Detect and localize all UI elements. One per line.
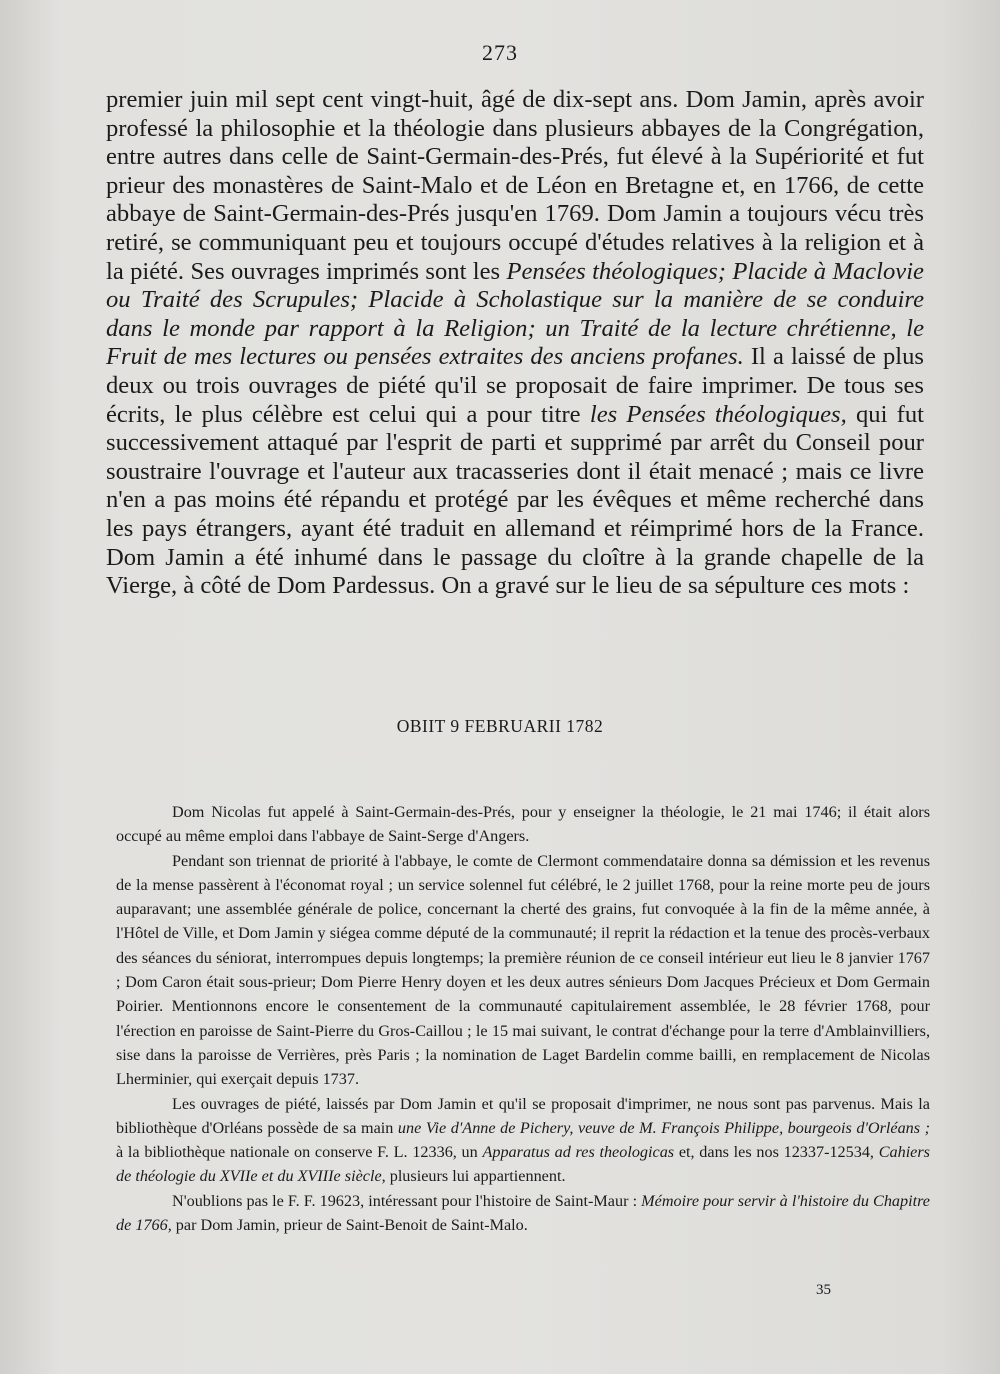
book-titles-italic: Pensées théologiques; Placide à Maclovie ou Traité des Scrupules; Placide à Scholastique sur la manière de se conduire dans le monde par rapport à la Religion; un Traité de la lecture chrétienne, le Fruit de mes lectures ou pensées extraites des anciens profanes. (106, 257, 924, 371)
footnote-text: et, dans les nos 12337-12534, (674, 1143, 879, 1162)
footnote-italic: Cahiers de théologie du XVIIe et du XVIIIe siècle, (116, 1143, 930, 1186)
footnote-text: N'oublions pas le F. F. 19623, intéressant pour l'histoire de Saint-Maur : (172, 1191, 642, 1210)
epitaph-inscription: OBIIT 9 FEBRUARII 1782 (396, 716, 604, 736)
footnote-text: par Dom Jamin, prieur de Saint-Benoit de Saint-Malo. (171, 1216, 528, 1235)
footnote-text: à la bibliothèque nationale on conserve F. L. 12336, un (116, 1143, 483, 1162)
footnote-paragraph: Pendant son triennat de priorité à l'abbaye, le comte de Clermont commendataire donna sa démission et les revenus de la mense passèrent à l'économat royal ; un service solennel fut célébré, le 2 juillet 1768, pour la reine morte peu de jours auparavant; une assemblée générale de police, concernant la cherté des grains, fut convoquée à la fin de la même année, à l'Hôtel de Ville, et Dom Jamin y siégea comme député de la communauté; il reprit la rédaction et la tenue des procès-verbaux des séances du séniorat, interrompues depuis longtemps; la première réunion de ce conseil intérieur eut lieu le 8 janvier 1767 ; Dom Caron était sous-prieur; Dom Pierre Henry doyen et les deux autres sénieurs Dom Jacques Précieux et Dom Germain Poirier. Mentionnons encore le consentement de la communauté capitulairement assemblée, le 28 février 1768, pour l'érection en paroisse de Saint-Pierre du Gros-Caillou ; le 15 mai suivant, le contrat d'échange pour la terre d'Amblainvilliers, sise dans la paroisse de Verrières, près Paris ; la nomination de Laget Bardelin comme bailli, en remplacement de Nicolas Lherminier, qui exerçait depuis 1737. (116, 851, 930, 1089)
main-text-segment: qui fut successivement attaqué par l'esprit de parti et supprimé par arrêt du Conseil pour soustraire l'ouvrage et l'auteur aux tracasseries dont il était menacé ; mais ce livre n'en a pas moins été répandu et protégé par les évêques et même recherché dans les pays étrangers, ayant été traduit en allemand et réimprimé hors de la France. Dom Jamin a été inhumé dans le passage du cloître à la grande chapelle de la Vierge, à côté de Dom Pardessus. On a gravé sur le lieu de sa sépulture ces mots : (106, 400, 924, 600)
footnote-paragraph (116, 1189, 930, 1238)
footnote-italic: Mémoire pour servir à l'histoire du Chapitre de 1766, (116, 1191, 930, 1235)
main-text-segment: premier juin mil sept cent vingt-huit, âgé de dix-sept ans. Dom Jamin, après avoir professé la philosophie et la théologie dans plusieurs abbayes de la Congrégation, entre autres dans celle de Saint-Germain-des-Prés, fut élevé à la Supériorité et fut prieur des monastères de Saint-Malo et de Léon en Bretagne et, en 1766, de cette abbaye de Saint-Germain-des-Prés jusqu'en 1769. Dom Jamin a toujours vécu très retiré, se communiquant peu et toujours occupé d'études relatives à la religion et à la piété. Ses ouvrages imprimés sont les (106, 86, 924, 285)
signature-mark: 35 (816, 1282, 831, 1298)
footnote-paragraph: Dom Nicolas fut appelé à Saint-Germain-des-Prés, pour y enseigner la théologie, le 21 mai 1746; il était alors occupé au même emploi dans l'abbaye de Saint-Serge d'Angers. (116, 803, 930, 846)
footnote-paragraph (116, 1092, 930, 1189)
main-paragraph (106, 86, 924, 601)
main-text (106, 86, 924, 601)
footnote-text: plusieurs lui appartiennent. (385, 1167, 566, 1186)
page-number: 273 (482, 40, 518, 65)
footnote-text: Les ouvrages de piété, laissés par Dom Jamin et qu'il se proposait d'imprimer, ne nous sont pas parvenus. Mais la bibliothèque d'Orléans possède de sa main (116, 1094, 930, 1137)
footnotes (116, 800, 930, 1237)
footnote-italic: Apparatus ad res theologicas (482, 1143, 675, 1162)
main-text-segment: Il a laissé de plus deux ou trois ouvrages de piété qu'il se proposait de faire imprimer. De tous ses écrits, le plus célèbre est celui qui a pour titre (106, 343, 925, 428)
book-title-italic: les Pensées théologiques, (589, 400, 847, 428)
footnote-italic: une Vie d'Anne de Pichery, veuve de M. François Philippe, bourgeois d'Orléans ; (397, 1118, 931, 1137)
